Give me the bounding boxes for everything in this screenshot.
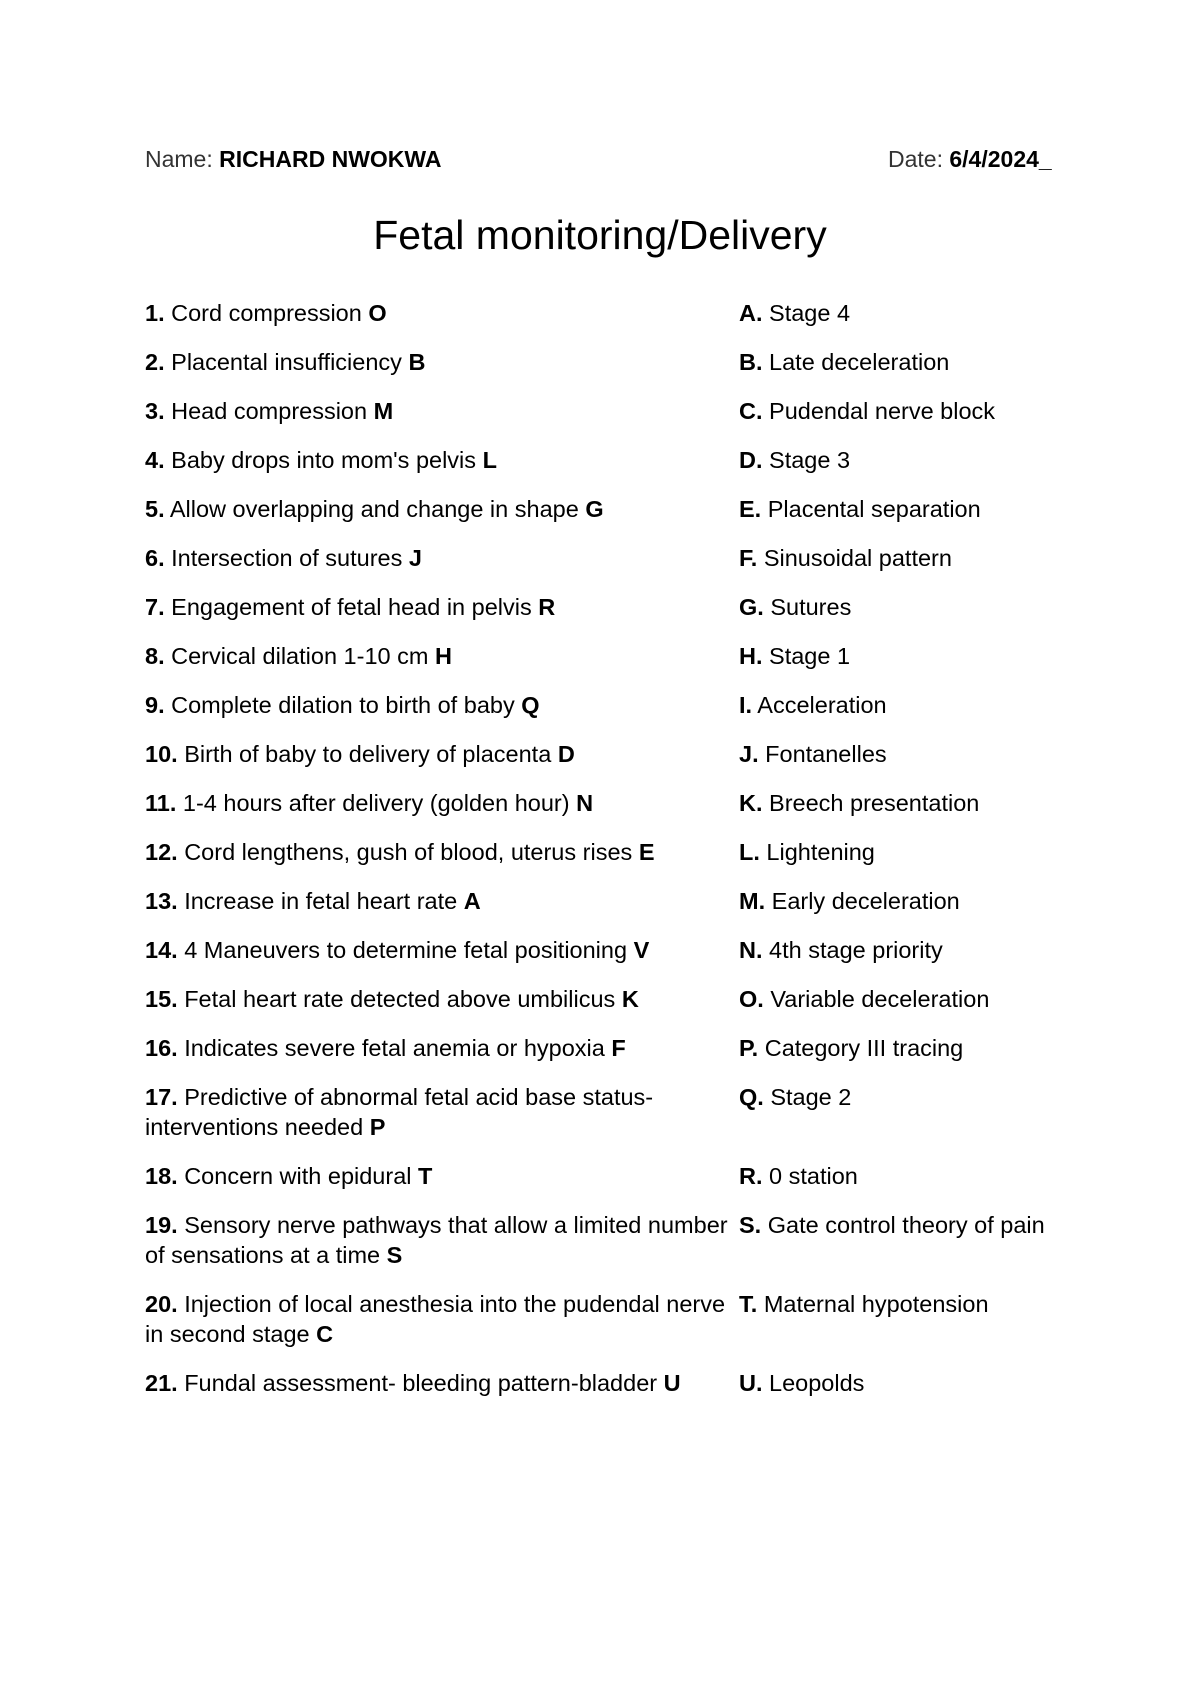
question-answer: C	[316, 1321, 334, 1347]
question-number: 20.	[145, 1291, 178, 1317]
list-item	[145, 1368, 1060, 1398]
list-item	[145, 837, 1060, 867]
option-letter: I.	[739, 692, 753, 718]
question-number: 4.	[145, 447, 165, 473]
option-text: Stage 1	[769, 643, 851, 669]
option-text: Breech presentation	[769, 790, 980, 816]
question	[145, 1082, 739, 1142]
list-item	[145, 1210, 1060, 1270]
option	[739, 1289, 1060, 1349]
option	[739, 592, 1060, 622]
question-text: Engagement of fetal head in pelvis	[171, 594, 532, 620]
option-text: Sinusoidal pattern	[763, 545, 952, 571]
question-text: Fetal heart rate detected above umbilicus	[184, 986, 616, 1012]
option	[739, 1161, 1060, 1191]
question	[145, 690, 739, 720]
list-item	[145, 1033, 1060, 1063]
option	[739, 690, 1060, 720]
question-answer: N	[576, 790, 594, 816]
question-text: Cord lengthens, gush of blood, uterus rises	[184, 839, 633, 865]
question-answer: V	[633, 937, 650, 963]
option-letter: R.	[739, 1163, 763, 1189]
option-text: Stage 4	[769, 300, 851, 326]
option-text: Category III tracing	[764, 1035, 964, 1061]
option	[739, 1082, 1060, 1142]
option-letter: P.	[739, 1035, 759, 1061]
option	[739, 445, 1060, 475]
option-text: Stage 3	[769, 447, 851, 473]
question-text: Birth of baby to delivery of placenta	[184, 741, 552, 767]
option-text: Sutures	[770, 594, 852, 620]
header	[145, 146, 1060, 176]
option	[739, 494, 1060, 524]
question	[145, 396, 739, 426]
option-letter: Q.	[739, 1084, 764, 1110]
question-number: 19.	[145, 1212, 178, 1238]
question-text: Predictive of abnormal fetal acid base status- interventions needed	[145, 1084, 654, 1140]
question-text: Intersection of sutures	[171, 545, 403, 571]
list-item	[145, 298, 1060, 328]
option-text: Lightening	[766, 839, 875, 865]
question-number: 15.	[145, 986, 178, 1012]
question-answer: E	[638, 839, 655, 865]
question-number: 21.	[145, 1370, 178, 1396]
option-text: Early deceleration	[771, 888, 960, 914]
question	[145, 935, 739, 965]
option-letter: A.	[739, 300, 763, 326]
option	[739, 543, 1060, 573]
list-item	[145, 739, 1060, 769]
list-item	[145, 788, 1060, 818]
option	[739, 1033, 1060, 1063]
date-field	[888, 146, 1052, 173]
list-item	[145, 543, 1060, 573]
option-letter: O.	[739, 986, 764, 1012]
list-item	[145, 592, 1060, 622]
option-letter: B.	[739, 349, 763, 375]
list-item	[145, 641, 1060, 671]
option	[739, 641, 1060, 671]
question-number: 2.	[145, 349, 165, 375]
option-text: Placental separation	[767, 496, 981, 522]
option	[739, 396, 1060, 426]
option-text: Pudendal nerve block	[769, 398, 996, 424]
option-text: Stage 2	[770, 1084, 852, 1110]
question-number: 6.	[145, 545, 165, 571]
question	[145, 1161, 739, 1191]
question-number: 18.	[145, 1163, 178, 1189]
question-answer: D	[557, 741, 575, 767]
question	[145, 1289, 739, 1349]
option-text: Gate control theory of pain	[767, 1212, 1045, 1238]
question-answer: B	[408, 349, 426, 375]
name-value: RICHARD NWOKWA	[219, 146, 442, 172]
option	[739, 984, 1060, 1014]
question-answer: L	[482, 447, 497, 473]
option-letter: U.	[739, 1370, 763, 1396]
question-answer: K	[621, 986, 639, 1012]
question-text: Cervical dilation 1-10 cm	[171, 643, 429, 669]
question-number: 8.	[145, 643, 165, 669]
question-text: Injection of local anesthesia into the pudendal nerve in second stage	[145, 1291, 726, 1347]
option	[739, 935, 1060, 965]
question-number: 17.	[145, 1084, 178, 1110]
question-answer: S	[386, 1242, 403, 1268]
question-answer: G	[585, 496, 604, 522]
question-number: 11.	[145, 790, 177, 816]
option-letter: C.	[739, 398, 763, 424]
list-item	[145, 396, 1060, 426]
question-text: Baby drops into mom's pelvis	[171, 447, 477, 473]
question-answer: U	[663, 1370, 681, 1396]
question-text: 1-4 hours after delivery (golden hour)	[182, 790, 570, 816]
question-answer: F	[611, 1035, 626, 1061]
question-text: Placental insufficiency	[171, 349, 402, 375]
question-text: Fundal assessment- bleeding pattern-bladder	[184, 1370, 658, 1396]
option	[739, 739, 1060, 769]
question	[145, 739, 739, 769]
list-item	[145, 494, 1060, 524]
option-letter: D.	[739, 447, 763, 473]
question-text: Indicates severe fetal anemia or hypoxia	[184, 1035, 605, 1061]
option-text: 0 station	[769, 1163, 858, 1189]
option	[739, 1210, 1060, 1270]
name-field	[145, 146, 441, 173]
question-number: 5.	[145, 496, 165, 522]
question	[145, 1368, 739, 1398]
list-item	[145, 690, 1060, 720]
question-answer: O	[368, 300, 387, 326]
option	[739, 788, 1060, 818]
date-label: Date:	[888, 146, 943, 172]
question-answer: A	[463, 888, 481, 914]
question-answer: J	[408, 545, 422, 571]
option-text: Maternal hypotension	[763, 1291, 989, 1317]
question	[145, 298, 739, 328]
page-title: Fetal monitoring/Delivery	[373, 212, 827, 258]
option-letter: J.	[739, 741, 759, 767]
question	[145, 886, 739, 916]
question	[145, 445, 739, 475]
question	[145, 1210, 739, 1270]
question-number: 12.	[145, 839, 178, 865]
list-item	[145, 1161, 1060, 1191]
list-item	[145, 984, 1060, 1014]
list-item	[145, 347, 1060, 377]
question-number: 1.	[145, 300, 165, 326]
list-item	[145, 1082, 1060, 1142]
question	[145, 837, 739, 867]
option	[739, 298, 1060, 328]
question-text: Head compression	[171, 398, 368, 424]
option-text: 4th stage priority	[769, 937, 943, 963]
question-text: Increase in fetal heart rate	[184, 888, 458, 914]
question-text: Sensory nerve pathways that allow a limited number of sensations at a time	[145, 1212, 728, 1268]
option	[739, 347, 1060, 377]
question-text: Allow overlapping and change in shape	[169, 496, 579, 522]
question-text: Complete dilation to birth of baby	[171, 692, 515, 718]
question-number: 16.	[145, 1035, 178, 1061]
question-number: 13.	[145, 888, 178, 914]
question-text: Concern with epidural	[184, 1163, 412, 1189]
option	[739, 886, 1060, 916]
option-letter: N.	[739, 937, 763, 963]
option-letter: T.	[739, 1291, 758, 1317]
option-letter: M.	[739, 888, 766, 914]
option-text: Late deceleration	[769, 349, 950, 375]
question	[145, 494, 739, 524]
question-answer: M	[373, 398, 394, 424]
question-answer: P	[369, 1114, 386, 1140]
option-letter: G.	[739, 594, 764, 620]
question	[145, 1033, 739, 1063]
list-item	[145, 935, 1060, 965]
option-letter: K.	[739, 790, 763, 816]
question-text: 4 Maneuvers to determine fetal positioning	[184, 937, 628, 963]
option	[739, 837, 1060, 867]
matching-list	[145, 298, 1060, 1417]
option-text: Acceleration	[757, 692, 887, 718]
question	[145, 641, 739, 671]
question	[145, 592, 739, 622]
question-number: 3.	[145, 398, 165, 424]
question-answer: Q	[521, 692, 540, 718]
question-text: Cord compression	[171, 300, 362, 326]
option-letter: H.	[739, 643, 763, 669]
question	[145, 788, 739, 818]
list-item	[145, 445, 1060, 475]
question-number: 7.	[145, 594, 165, 620]
question	[145, 347, 739, 377]
option-text: Fontanelles	[765, 741, 887, 767]
question-answer: R	[538, 594, 556, 620]
name-label: Name:	[145, 146, 213, 172]
option-letter: S.	[739, 1212, 762, 1238]
option-text: Variable deceleration	[770, 986, 990, 1012]
question	[145, 543, 739, 573]
question-answer: H	[434, 643, 452, 669]
option-letter: F.	[739, 545, 758, 571]
option-letter: L.	[739, 839, 760, 865]
option	[739, 1368, 1060, 1398]
question-number: 14.	[145, 937, 178, 963]
option-letter: E.	[739, 496, 762, 522]
option-text: Leopolds	[769, 1370, 865, 1396]
question	[145, 984, 739, 1014]
date-value: 6/4/2024_	[949, 146, 1052, 172]
question-number: 10.	[145, 741, 178, 767]
question-number: 9.	[145, 692, 165, 718]
list-item	[145, 1289, 1060, 1349]
question-answer: T	[418, 1163, 433, 1189]
list-item	[145, 886, 1060, 916]
